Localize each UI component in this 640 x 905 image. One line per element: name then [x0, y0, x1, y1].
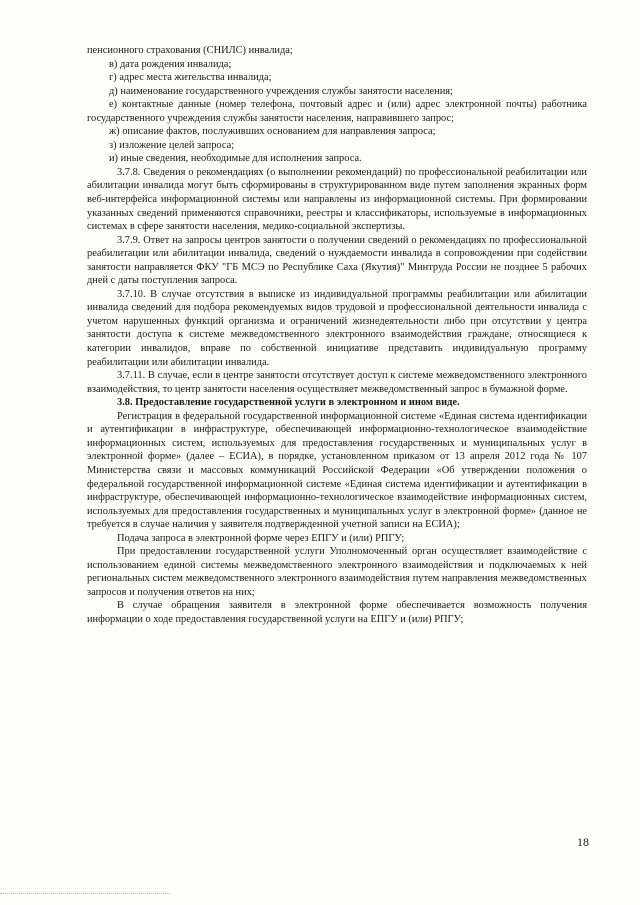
- section-heading: 3.8. Предоставление государственной услуги в электронном и ином виде.: [117, 397, 460, 409]
- paragraph: В случае обращения заявителя в электронной форме обеспечивается возможность получения информации о ходе предоставления государственной услуги на ЕПГУ и (или) РПГУ;: [87, 600, 587, 625]
- paragraph: д) наименование государственного учреждения службы занятости населения;: [109, 85, 453, 97]
- paragraph: ж) описание фактов, послуживших основанием для направления запроса;: [109, 126, 436, 138]
- paragraph: 3.7.8. Сведения о рекомендациях (о выполнении рекомендаций) по профессиональной реабилитации или абилитации инвалида могут быть сформированы в структурированном виде путем заполнения экранных форм веб-интерфейса информационной системы или направлены из информационной системы. При формировании указанных сведений применяются справочники, реестры и классификаторы, используемые в информационных системах в сфере занятости населения, медико-социальной экспертизы.: [87, 166, 587, 233]
- page-number: 18: [577, 835, 589, 849]
- document-body: [87, 44, 587, 627]
- paragraph: е) контактные данные (номер телефона, почтовый адрес и (или) адрес электронной почты) работника государственного учреждения службы занятости населения, направившего запрос;: [87, 99, 587, 124]
- paragraph: г) адрес места жительства инвалида;: [109, 72, 272, 84]
- paragraph: 3.7.9. Ответ на запросы центров занятости о получении сведений о рекомендациях по профессиональной реабилитации или абилитации инвалида, сведений о нуждаемости инвалида в сопровождении при содействии занятости направляется ФКУ "ГБ МСЭ по Республике Саха (Якутия)" Минтруда России не позднее 5 рабочих дней с даты поступления запроса.: [87, 234, 587, 287]
- paragraph: Подача запроса в электронной форме через ЕПГУ и (или) РПГУ;: [117, 532, 405, 544]
- paragraph: При предоставлении государственной услуги Уполномоченный орган осуществляет взаимодействие с использованием единой системы межведомственного электронного взаимодействия и подключаемых к ней региональных систем межведомственного электронного взаимодействия путем направления межведомственных запросов и получения ответов на них;: [87, 546, 587, 598]
- scan-edge-line: [0, 893, 170, 895]
- paragraph: в) дата рождения инвалида;: [109, 58, 232, 70]
- paragraph: и) иные сведения, необходимые для исполнения запроса.: [109, 153, 362, 165]
- paragraph: з) изложение целей запроса;: [109, 139, 235, 151]
- paragraph: Регистрация в федеральной государственной информационной системе «Единая система идентификации и аутентификации в инфраструктуре, обеспечивающей информационно-технологическое взаимодействие информационных систем, используемых для предоставления государственных и муниципальных услуг в электронной форме» (далее – ЕСИА), в порядке, установленном приказом от 13 апреля 2012 года № 107 Министерства связи и массовых коммуникаций Российской Федерации «Об утверждении положения о федеральной государственной информационной системе «Единая система идентификации и аутентификации в инфраструктуре, обеспечивающей информационно-технологическое взаимодействие информационных систем, используемых для предоставления государственных и муниципальных услуг в электронной форме» (данное не требуется в случае наличия у заявителя подтвержденной учетной записи на ЕСИА);: [87, 410, 587, 531]
- paragraph: 3.7.10. В случае отсутствия в выписке из индивидуальной программы реабилитации или абилитации инвалида сведений для подбора рекомендуемых видов трудовой и профессиональной деятельности инвалида с учетом нарушенных функций организма и ограничений жизнедеятельности либо при отсутствии у центра занятости доступа к системе межведомственного электронного взаимодействия граждане, относящиеся к категории инвалидов, вправе по собственной инициативе представить индивидуальную программу реабилитации или абилитации инвалида.: [87, 288, 587, 368]
- paragraph: пенсионного страхования (СНИЛС) инвалида;: [87, 45, 293, 56]
- paragraph: 3.7.11. В случае, если в центре занятости отсутствует доступ к системе межведомственного электронного взаимодействия, то центр занятости населения осуществляет межведомственный запрос в бумажной форме.: [87, 370, 587, 395]
